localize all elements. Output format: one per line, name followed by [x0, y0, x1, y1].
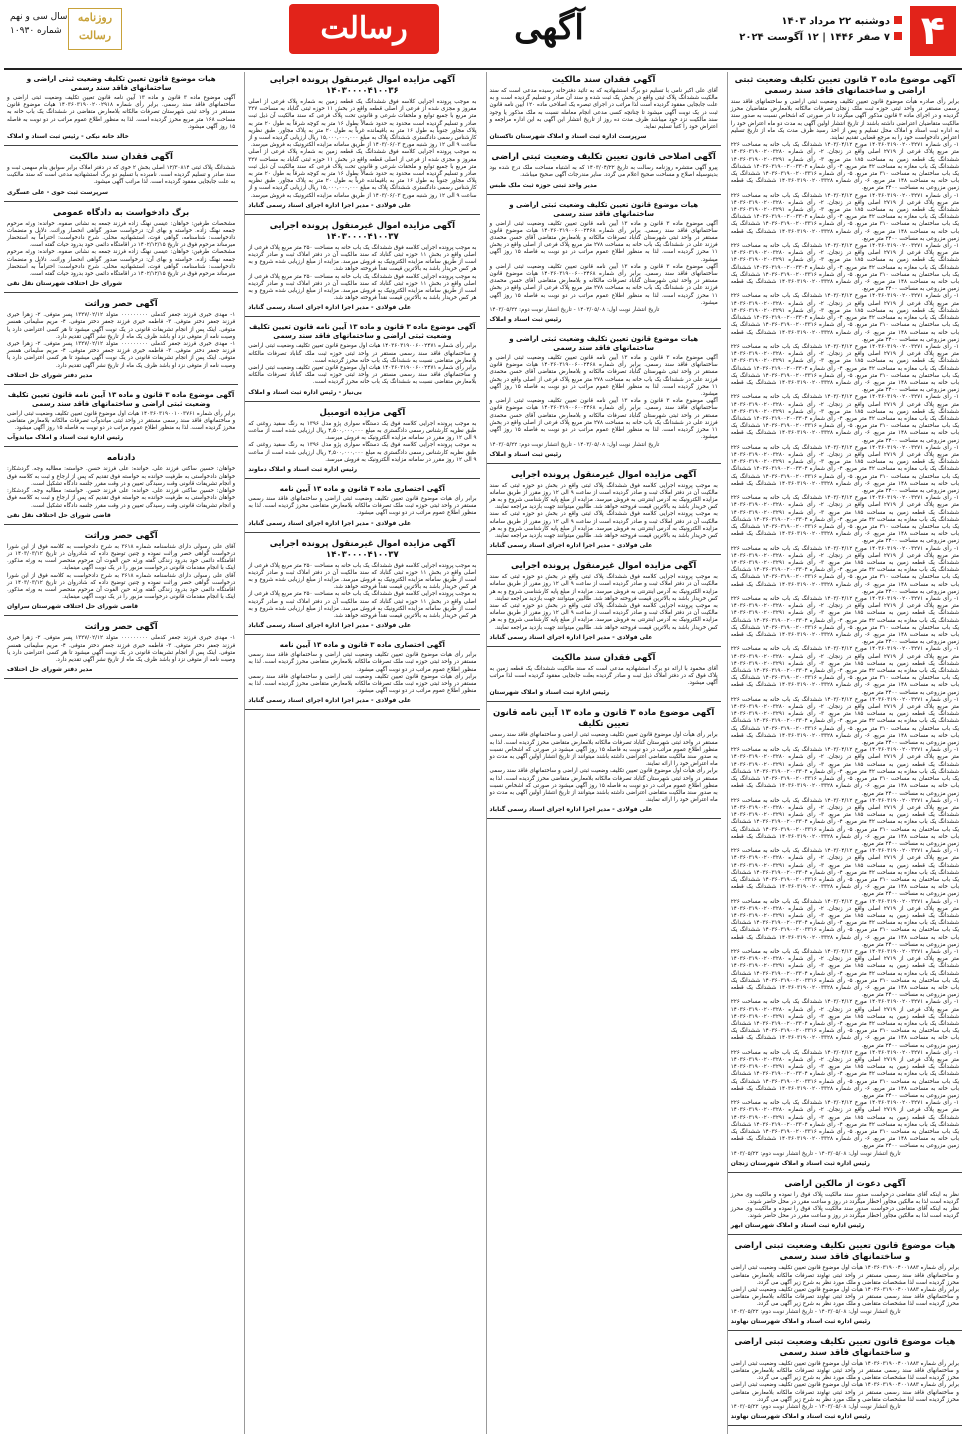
ad-body: آگهی موضوع ماده ۳ قانون و ماده ۱۳ آیین نامه قانون تعیین تکلیف وضعیت ثبتی اراضی و ساختمانهای فاقد سند رسمی. برابر رأی شماره ۱۴۰۳۶۰۳۱۹۰۰۶۰۰۲۴۶۸ هیات موضوع قانون مستقر در واحد ثبتی شهرستان گناباد تصرفات مالکانه و بلامعارض متقاضی آقای حسن محمدی فرزند علی در ششدانگ یک باب خانه به مساحت ۲۷۸ متر مربع پلاک فرعی از اصلی واقع در بخش ۱۱ محرز گردیده است. لذا به منظور اطلاع عموم مراتب در دو نوبت به فاصله ۱۵ روز آگهی میشود. [489, 398, 718, 441]
ad-dates: تاریخ انتشار نوبت اول: ۱۴۰۳/۰۵/۰۸ - تاریخ انتشار نوبت دوم: ۱۴۰۳/۰۵/۲۲ [730, 1150, 901, 1157]
ad-title: هیات موضوع قانون تعیین تکلیف وضعیت ثبتی اراضی و ساختمانهای فاقد سند رسمی [26, 75, 216, 92]
ad-body: به موجب پرونده اجرایی کلاسه فوق ششدانگ پلاک ثبتی واقع در بخش دو حوزه ثبتی که سند مالکیت آن در دفتر املاک ثبت و صادر گردیده است از ساعت ۹ الی ۱۲ روز مقرر از طریق سامانه مزایده الکترونیک به آدرس اینترنتی به فروش میرسد. مزایده از مبلغ پایه کارشناسی شروع و به هر کس خریدار باشد به بالاترین قیمت فروخته خواهد شد. طالبین میتوانند جهت بازدید مراجعه نمایند. [489, 511, 718, 539]
ad-body: نظر به اینکه آقای متقاضی درخواست صدور سند مالکیت پلاک فوق را نموده و مالکیت وی محرز گردیده است لذا به مالکین مجاور اخطار میگردد در روز و ساعت مقرر در محل حاضر شوند. [730, 1191, 959, 1205]
ad-signature: علی فولادی - مدیر اجرا اداره اجرای اسناد رسمی گناباد [248, 622, 412, 630]
ad-signature: علی فولادی - مدیر اجرا اداره اجرای اسناد رسمی گناباد [248, 304, 412, 312]
ad-title: آگهی مزایده اموال غیرمنقول پرونده اجرایی ۱۴۰۳۰۰۰۰۴۱۰۰۳۷ [269, 538, 456, 560]
ad-block [245, 638, 479, 710]
ad-list: ۱- رأی شماره ۱۴۰۳۶۰۳۱۹۰۰۲۰۰۳۲۷۱ مورخ ۱۴۰۳/۰۴/۱۲ ششدانگ یک باب خانه به مساحت ۲۲۶ متر مربع پلاک فرعی از ۲۷۱۹ اصلی واقع در زنجان. ۲- رأی شماره ۱۴۰۳۶۰۳۱۹۰۰۲۰۰۳۲۸۰ ششدانگ یک قطعه زمین به مساحت ۱۸۵ متر مربع. ۳- رأی شماره ۱۴۰۳۶۰۳۱۹۰۰۲۰۰۳۲۹۱ ششدانگ یک باب مغازه به مساحت ۴۲ متر مربع. ۴- رأی شماره ۱۴۰۳۶۰۳۱۹۰۰۲۰۰۳۳۰۴ ششدانگ یک باب ساختمان به مساحت ۳۱۰ متر مربع. ۵- رأی شماره ۱۴۰۳۶۰۳۱۹۰۰۲۰۰۳۳۱۶ ششدانگ یک باب خانه به مساحت ۱۴۸ متر مربع. ۶- رأی شماره ۱۴۰۳۶۰۳۱۹۰۰۲۰۰۳۳۲۸ ششدانگ یک قطعه زمین مزروعی به مساحت ۲۴۰۰ متر مربع. [730, 898, 960, 948]
ad-signature: علی فولادی - مدیر اجرا اداره اجرای اسناد رسمی گناباد [248, 201, 412, 209]
ad-title: آگهی موضوع ماده ۳ قانون و ماده ۱۳ آیین نامه قانون تعیین تکلیف [492, 708, 715, 730]
ad-title: آگهی حصر وراثت [84, 530, 158, 541]
ad-body: برابر رأی شماره ۱۴۰۳۶۰۳۱۹۰۰۶۰۰۲۴۷۱ هیات اول موضوع قانون تعیین تکلیف وضعیت ثبتی اراضی و ساختمانهای فاقد سند رسمی مستقر در واحد ثبتی حوزه ثبت ملک گناباد تصرفات مالکانه بلامعارض متقاضی نسبت به ششدانگ یک باب خانه محرز گردیده است. [248, 365, 477, 386]
ad-list: ۱- رأی شماره ۱۴۰۳۶۰۳۱۹۰۰۲۰۰۳۲۷۱ مورخ ۱۴۰۳/۰۴/۱۲ ششدانگ یک باب خانه به مساحت ۲۲۶ متر مربع پلاک فرعی از ۲۷۱۹ اصلی واقع در زنجان. ۲- رأی شماره ۱۴۰۳۶۰۳۱۹۰۰۲۰۰۳۲۸۰ ششدانگ یک قطعه زمین به مساحت ۱۸۵ متر مربع. ۳- رأی شماره ۱۴۰۳۶۰۳۱۹۰۰۲۰۰۳۲۹۱ ششدانگ یک باب مغازه به مساحت ۴۲ متر مربع. ۴- رأی شماره ۱۴۰۳۶۰۳۱۹۰۰۲۰۰۳۳۰۴ ششدانگ یک باب ساختمان به مساحت ۳۱۰ متر مربع. ۵- رأی شماره ۱۴۰۳۶۰۳۱۹۰۰۲۰۰۳۳۱۶ ششدانگ یک باب خانه به مساحت ۱۴۸ متر مربع. ۶- رأی شماره ۱۴۰۳۶۰۳۱۹۰۰۲۰۰۳۳۲۸ ششدانگ یک قطعه زمین مزروعی به مساحت ۲۴۰۰ متر مربع. [730, 192, 960, 242]
ad-signature: سرپرست ثبت خوی - علی عسگری [7, 188, 108, 196]
ad-title: آگهی فقدان سند مالکیت [551, 75, 656, 85]
ad-block [245, 72, 479, 215]
ad-list: ۱- رأی شماره ۱۴۰۳۶۰۳۱۹۰۰۲۰۰۳۲۷۱ مورخ ۱۴۰۳/۰۴/۱۲ ششدانگ یک باب خانه به مساحت ۲۲۶ متر مربع پلاک فرعی از ۲۷۱۹ اصلی واقع در زنجان. ۲- رأی شماره ۱۴۰۳۶۰۳۱۹۰۰۲۰۰۳۲۸۰ ششدانگ یک قطعه زمین به مساحت ۱۸۵ متر مربع. ۳- رأی شماره ۱۴۰۳۶۰۳۱۹۰۰۲۰۰۳۲۹۱ ششدانگ یک باب مغازه به مساحت ۴۲ متر مربع. ۴- رأی شماره ۱۴۰۳۶۰۳۱۹۰۰۲۰۰۳۳۰۴ ششدانگ یک باب ساختمان به مساحت ۳۱۰ متر مربع. ۵- رأی شماره ۱۴۰۳۶۰۳۱۹۰۰۲۰۰۳۳۱۶ ششدانگ یک باب خانه به مساحت ۱۴۸ متر مربع. ۶- رأی شماره ۱۴۰۳۶۰۳۱۹۰۰۲۰۰۳۳۲۸ ششدانگ یک قطعه زمین مزروعی به مساحت ۲۴۰۰ متر مربع. [730, 596, 960, 646]
ad-body: آگهی موضوع ماده ۳ قانون و ماده ۱۳ آیین نامه قانون تعیین تکلیف وضعیت ثبتی اراضی و ساختمانهای فاقد سند رسمی. برابر رأی شماره ۱۴۰۳۶۰۳۱۹۰۰۶۰۰۲۴۶۸ هیات موضوع قانون مستقر در واحد ثبتی شهرستان گناباد تصرفات مالکانه و بلامعارض متقاضی آقای حسن محمدی فرزند علی در ششدانگ یک باب خانه به مساحت ۲۷۸ متر مربع پلاک فرعی از اصلی واقع در بخش ۱۱ محرز گردیده است. لذا به منظور اطلاع عموم مراتب در دو نوبت به فاصله ۱۵ روز آگهی میشود. [489, 263, 718, 306]
ad-body: آگهی موضوع ماده ۳ قانون و ماده ۱۳ آیین نامه قانون تعیین تکلیف وضعیت ثبتی اراضی و ساختمانهای فاقد سند رسمی. برابر رأی شماره ۱۴۰۳۶۰۳۱۹۰۰۲۰۰۲۹۱۸ هیات موضوع قانون مستقر در واحد ثبتی شهرستان تصرفات مالکانه بلامعارض متقاضی در ششدانگ یک باب خانه به مساحت ۱۶۸ متر مربع محرز گردیده است. لذا به منظور اطلاع عموم مراتب در دو نوبت به فاصله ۱۵ روز آگهی میشود. [7, 95, 236, 130]
ad-signature: رئیس اداره ثبت اسناد و املاک دماوند [248, 465, 358, 473]
ad-title: آگهی موضوع ماده ۳ قانون تعیین تکلیف وضعیت ثبتی اراضی و ساختمانهای فاقد سند رسمی [734, 75, 956, 96]
ad-block [487, 705, 721, 819]
ad-title: هیات موضوع قانون تعیین تکلیف وضعیت ثبتی اراضی و ساختمانهای فاقد سند رسمی [509, 335, 699, 353]
ad-block [245, 218, 479, 318]
ad-signature: رئیس اداره ثبت اسناد و املاک میاندوآب [7, 434, 124, 442]
ad-title: آگهی مزایده اموال غیرمنقول پرونده اجرایی [510, 561, 697, 572]
ad-body: به موجب پرونده اجرایی کلاسه فوق یک دستگاه سواری پژو مدل ۱۳۹۶ به رنگ سفید روغنی که طبق نظریه کارشناس رسمی دادگستری به مبلغ ۴,۵۰۰,۰۰۰,۰۰۰ ریال ارزیابی شده است از ساعت ۹ الی ۱۲ روز مقرر در سامانه مزایده الکترونیک به فروش میرسد. [248, 420, 477, 442]
ad-title: آگهی موضوع ماده ۳ قانون و ماده ۱۳ آیین نامه قانون تعیین تکلیف وضعیت ثبتی اراضی و ساختمانهای فاقد سند رسمی [249, 323, 476, 341]
ad-list: ۱- رأی شماره ۱۴۰۳۶۰۳۱۹۰۰۲۰۰۳۲۷۱ مورخ ۱۴۰۳/۰۴/۱۲ ششدانگ یک باب خانه به مساحت ۲۲۶ متر مربع پلاک فرعی از ۲۷۱۹ اصلی واقع در زنجان. ۲- رأی شماره ۱۴۰۳۶۰۳۱۹۰۰۲۰۰۳۲۸۰ ششدانگ یک قطعه زمین به مساحت ۱۸۵ متر مربع. ۳- رأی شماره ۱۴۰۳۶۰۳۱۹۰۰۲۰۰۳۲۹۱ ششدانگ یک باب مغازه به مساحت ۴۲ متر مربع. ۴- رأی شماره ۱۴۰۳۶۰۳۱۹۰۰۲۰۰۳۳۰۴ ششدانگ یک باب ساختمان به مساحت ۳۱۰ متر مربع. ۵- رأی شماره ۱۴۰۳۶۰۳۱۹۰۰۲۰۰۳۳۱۶ ششدانگ یک باب خانه به مساحت ۱۴۸ متر مربع. ۶- رأی شماره ۱۴۰۳۶۰۳۱۹۰۰۲۰۰۳۳۲۸ ششدانگ یک قطعه زمین مزروعی به مساحت ۲۴۰۰ متر مربع. [730, 948, 960, 999]
ad-block [4, 205, 238, 294]
ad-list: ۱- رأی شماره ۱۴۰۳۶۰۳۱۹۰۰۲۰۰۳۲۷۱ مورخ ۱۴۰۳/۰۴/۱۲ ششدانگ یک باب خانه به مساحت ۲۲۶ متر مربع پلاک فرعی از ۲۷۱۹ اصلی واقع در زنجان. ۲- رأی شماره ۱۴۰۳۶۰۳۱۹۰۰۲۰۰۳۲۸۰ ششدانگ یک قطعه زمین به مساحت ۱۸۵ متر مربع. ۳- رأی شماره ۱۴۰۳۶۰۳۱۹۰۰۲۰۰۳۲۹۱ ششدانگ یک باب مغازه به مساحت ۴۲ متر مربع. ۴- رأی شماره ۱۴۰۳۶۰۳۱۹۰۰۲۰۰۳۳۰۴ ششدانگ یک باب ساختمان به مساحت ۳۱۰ متر مربع. ۵- رأی شماره ۱۴۰۳۶۰۳۱۹۰۰۲۰۰۳۳۱۶ ششدانگ یک باب خانه به مساحت ۱۴۸ متر مربع. ۶- رأی شماره ۱۴۰۳۶۰۳۱۹۰۰۲۰۰۳۳۲۸ ششدانگ یک قطعه زمین مزروعی به مساحت ۲۴۰۰ متر مربع. [730, 646, 960, 696]
ad-signature: مدیر واحد ثبتی حوزه ثبت ملک طبس [489, 181, 598, 189]
ad-block [4, 450, 238, 524]
ad-signature: رئیس ثبت اسناد و املاک [489, 316, 562, 324]
ad-body: مشخصات طرفین: خواهان: عیسی نهنگ زاده فرزند جمعه به نشانی صفوه. خوانده: ورثه مرحوم جمعه نهنگ زاده. خواسته و بهای آن: درخواست صدور گواهی انحصار وراثت. دلایل و منضمات دادخواست: شناسنامه، گواهی فوت، استشهادیه محلی. شرح دادخواست: احتراماً به استحضار میرساند مرحوم فوق در تاریخ ۱۴۰۲/۱۲/۱۵ در اقامتگاه دائمی خود بدرود حیات گفته است. [7, 249, 236, 278]
ad-list: ۱- رأی شماره ۱۴۰۳۶۰۳۱۹۰۰۲۰۰۳۲۷۱ مورخ ۱۴۰۳/۰۴/۱۲ ششدانگ یک باب خانه به مساحت ۲۲۶ متر مربع پلاک فرعی از ۲۷۱۹ اصلی واقع در زنجان. ۲- رأی شماره ۱۴۰۳۶۰۳۱۹۰۰۲۰۰۳۲۸۰ ششدانگ یک قطعه زمین به مساحت ۱۸۵ متر مربع. ۳- رأی شماره ۱۴۰۳۶۰۳۱۹۰۰۲۰۰۳۲۹۱ ششدانگ یک باب مغازه به مساحت ۴۲ متر مربع. ۴- رأی شماره ۱۴۰۳۶۰۳۱۹۰۰۲۰۰۳۳۰۴ ششدانگ یک باب ساختمان به مساحت ۳۱۰ متر مربع. ۵- رأی شماره ۱۴۰۳۶۰۳۱۹۰۰۲۰۰۳۳۱۶ ششدانگ یک باب خانه به مساحت ۱۴۸ متر مربع. ۶- رأی شماره ۱۴۰۳۶۰۳۱۹۰۰۲۰۰۳۳۲۸ ششدانگ یک قطعه زمین مزروعی به مساحت ۲۴۰۰ متر مربع. [730, 999, 960, 1049]
ad-signature: رئیس اداره ثبت اسناد و املاک شهرستان ابهر [730, 1222, 865, 1230]
ad-body: برابر رأی شماره ۱۴۰۳۶۰۳۱۹۰۰۴۰۰۱۸۸۳ هیأت اول موضوع قانون تعیین تکلیف وضعیت ثبتی اراضی و ساختمانهای فاقد سند رسمی مستقر در واحد ثبتی نهاوند تصرفات مالکانه بلامعارض متقاضی محرز گردیده است لذا مشخصات متقاضی و ملک مورد نظر به شرح زیر آگهی می گردد. [730, 1265, 959, 1286]
ad-block [4, 72, 238, 146]
ad-list: ۱- رأی شماره ۱۴۰۳۶۰۳۱۹۰۰۲۰۰۳۲۷۱ مورخ ۱۴۰۳/۰۴/۱۲ ششدانگ یک باب خانه به مساحت ۲۲۶ متر مربع پلاک فرعی از ۲۷۱۹ اصلی واقع در زنجان. ۲- رأی شماره ۱۴۰۳۶۰۳۱۹۰۰۲۰۰۳۲۸۰ ششدانگ یک قطعه زمین به مساحت ۱۸۵ متر مربع. ۳- رأی شماره ۱۴۰۳۶۰۳۱۹۰۰۲۰۰۳۲۹۱ ششدانگ یک باب مغازه به مساحت ۴۲ متر مربع. ۴- رأی شماره ۱۴۰۳۶۰۳۱۹۰۰۲۰۰۳۳۰۴ ششدانگ یک باب ساختمان به مساحت ۳۱۰ متر مربع. ۵- رأی شماره ۱۴۰۳۶۰۳۱۹۰۰۲۰۰۳۳۱۶ ششدانگ یک باب خانه به مساحت ۱۴۸ متر مربع. ۶- رأی شماره ۱۴۰۳۶۰۳۱۹۰۰۲۰۰۳۳۲۸ ششدانگ یک قطعه زمین مزروعی به مساحت ۲۴۰۰ متر مربع. [730, 343, 960, 394]
ad-body: برابر رأی شماره ۱۴۰۳۶۰۳۱۹۰۰۱۰۰۳۷۶۱ هیات اول موضوع قانون تعیین تکلیف وضعیت ثبتی اراضی و ساختمانهای فاقد سند رسمی مستقر در واحد ثبتی میاندوآب تصرفات مالکانه بلامعارض متقاضی محرز گردیده است. لذا به منظور اطلاع عموم مراتب در دو نوبت به فاصله ۱۵ روز آگهی میشود. [7, 410, 236, 432]
ad-dates: تاریخ انتشار نوبت اول: ۱۴۰۳/۰۵/۰۸ - تاریخ انتشار نوبت دوم: ۱۴۰۳/۰۵/۲۲ [489, 307, 660, 314]
ad-body: آگهی موضوع ماده ۳ قانون و ماده ۱۳ آیین نامه قانون تعیین تکلیف وضعیت ثبتی اراضی و ساختمانهای فاقد سند رسمی. برابر رأی شماره ۱۴۰۳۶۰۳۱۹۰۰۶۰۰۲۴۶۸ هیات موضوع قانون مستقر در واحد ثبتی شهرستان گناباد تصرفات مالکانه و بلامعارض متقاضی آقای حسن محمدی فرزند علی در ششدانگ یک باب خانه به مساحت ۲۷۸ متر مربع پلاک فرعی از اصلی واقع در بخش ۱۱ محرز گردیده است. لذا به منظور اطلاع عموم مراتب در دو نوبت به فاصله ۱۵ روز آگهی میشود. [489, 355, 718, 398]
ad-block [487, 198, 721, 329]
ad-body: به موجب پرونده اجرایی کلاسه فوق ششدانگ پلاک ثبتی واقع در بخش دو حوزه ثبتی که سند مالکیت آن در دفتر املاک ثبت و صادر گردیده است از ساعت ۹ الی ۱۲ روز مقرر از طریق سامانه مزایده الکترونیک به آدرس اینترنتی به فروش میرسد. مزایده از مبلغ پایه کارشناسی شروع و به هر کس خریدار باشد به بالاترین قیمت فروخته خواهد شد. طالبین میتوانند جهت بازدید مراجعه نمایند. [489, 602, 718, 631]
ad-block [4, 388, 238, 448]
ad-signature: علی فولادی - مدیر اجرا اداره اجرای اسناد رسمی گناباد [248, 519, 412, 527]
ad-list: ۱- رأی شماره ۱۴۰۳۶۰۳۱۹۰۰۲۰۰۳۲۷۱ مورخ ۱۴۰۳/۰۴/۱۲ ششدانگ یک باب خانه به مساحت ۲۲۶ متر مربع پلاک فرعی از ۲۷۱۹ اصلی واقع در زنجان. ۲- رأی شماره ۱۴۰۳۶۰۳۱۹۰۰۲۰۰۳۲۸۰ ششدانگ یک قطعه زمین به مساحت ۱۸۵ متر مربع. ۳- رأی شماره ۱۴۰۳۶۰۳۱۹۰۰۲۰۰۳۲۹۱ ششدانگ یک باب مغازه به مساحت ۴۲ متر مربع. ۴- رأی شماره ۱۴۰۳۶۰۳۱۹۰۰۲۰۰۳۳۰۴ ششدانگ یک باب ساختمان به مساحت ۳۱۰ متر مربع. ۵- رأی شماره ۱۴۰۳۶۰۳۱۹۰۰۲۰۰۳۳۱۶ ششدانگ یک باب خانه به مساحت ۱۴۸ متر مربع. ۶- رأی شماره ۱۴۰۳۶۰۳۱۹۰۰۲۰۰۳۳۲۸ ششدانگ یک قطعه زمین مزروعی به مساحت ۲۴۰۰ متر مربع. [730, 293, 960, 343]
ad-body: به موجب پرونده اجرایی کلاسه فوق ششدانگ یک قطعه زمین به شماره پلاک فرعی از اصلی مفروز و مجزی شده از فرعی از اصلی قطعه واقع در بخش ۱۱ حوزه ثبتی گناباد به مساحت ۳۲۷ متر مربع با جمیع توابع و ملحقات شرعی و قانونی تحت پلاک فرعی که سند مالکیت آن ذیل ثبت صادر و تسلیم گردیده است محدود به حدود شمالاً بطول ۱۶ متر به کوچه شرقاً به طول ۲۰ متر به پلاک مجاور جنوباً به طول ۱۶ متر به باقیمانده غرباً به طول ۲۰ متر به پلاک مجاور. طبق نظریه کارشناس رسمی دادگستری ششدانگ پلاک به مبلغ ۱۵,۰۰۰,۰۰۰,۰۰۰ ریال ارزیابی گردیده است و از ساعت ۹ الی ۱۲ روز شنبه مورخ ۱۴۰۳/۰۶/۰۳ از طریق سامانه مزایده الکترونیک به فروش میرسد. [248, 149, 477, 199]
ad-body: برابر رأی صادره هیأت موضوع قانون تعیین تکلیف وضعیت ثبتی اراضی و ساختمانهای فاقد سند رسمی مستقر در واحد ثبتی حوزه ثبت ملک زنجان تصرفات مالکانه بلامعارض متقاضیان محرز گردیده و در اجرای ماده ۳ قانون مذکور آگهی میگردد تا در صورتی که اشخاص نسبت به صدور سند مالکیت متقاضیان اعتراضی داشته باشند از تاریخ انتشار اولین آگهی به مدت دو ماه اعتراض خود را به اداره ثبت اسناد و املاک محل تسلیم و پس از اخذ رسید ظرف مدت یک ماه از تاریخ تسلیم اعتراض دادخواست خود را به مرجع قضایی تقدیم نمایند. [730, 99, 959, 142]
ad-body: ۱- مهدی خیری فرزند جعفر کدملی ۰۰۰۰۰۰۰۰۰ متولد ۱۳۲۷/۰۲/۱۲ پسر متوفی. ۲- زهرا خیری فرزند جعفر دختر متوفی. ۳- فاطمه خیری فرزند جعفر دختر متوفی. ۴- مریم سلیمانی همسر متوفی. اینک پس از انجام تشریفات قانونی در یک نوبت آگهی میشود تا هر کسی اعتراضی دارد یا وصیت نامه از متوفی نزد او باشد ظرف یک ماه از تاریخ نشر آگهی تقدیم دارد. [7, 341, 236, 369]
ad-block [4, 296, 238, 385]
ad-block [4, 528, 238, 617]
page-header [4, 0, 962, 70]
ad-block [728, 72, 962, 1173]
ad-block [728, 1238, 962, 1330]
bullet-square-icon [894, 16, 902, 24]
ad-body: پیرو آگهی منتشره روزنامه رسالت به تاریخ ۱۴۰۳/۰۴/۲۲ که به اشتباه مساحت ملک درج شده بود بدینوسیله اصلاح و مساحت صحیح اعلام می گردد. سایر مندرجات آگهی صحیح میباشد. [489, 165, 718, 179]
ad-block [487, 149, 721, 194]
ad-body: به موجب پرونده اجرایی کلاسه فوق ششدانگ یک باب خانه به مساحت ۲۵۰ متر مربع پلاک فرعی از اصلی واقع در بخش ۱۱ حوزه ثبتی گناباد که سند مالکیت آن در دفتر املاک ثبت و صادر گردیده است از طریق سامانه مزایده الکترونیک به فروش میرسد. مزایده از مبلغ ارزیابی شده شروع و به هر کس خریدار باشد به بالاترین قیمت نقداً فروخته خواهد شد. [248, 562, 477, 591]
date-block [739, 14, 902, 46]
column-3 [244, 72, 479, 1434]
ad-body: برابر رأی شماره ۱۴۰۳۶۰۳۱۹۰۰۴۰۰۱۸۸۳ هیأت اول موضوع قانون تعیین تکلیف وضعیت ثبتی اراضی و ساختمانهای فاقد سند رسمی مستقر در واحد ثبتی نهاوند تصرفات مالکانه بلامعارض متقاضی محرز گردیده است لذا مشخصات متقاضی و ملک مورد نظر به شرح زیر آگهی می گردد. [730, 1287, 959, 1308]
ad-body: به موجب پرونده اجرایی کلاسه فوق ششدانگ یک باب خانه به مساحت ۲۵۰ متر مربع پلاک فرعی از اصلی واقع در بخش ۱۱ حوزه ثبتی گناباد که سند مالکیت آن در دفتر املاک ثبت و صادر گردیده است از طریق سامانه مزایده الکترونیک به فروش میرسد. مزایده از مبلغ ارزیابی شده شروع و به هر کس خریدار باشد به بالاترین قیمت نقداً فروخته خواهد شد. [248, 273, 477, 302]
ad-block [728, 1176, 962, 1236]
date-line-2: ۷ صفر ۱۴۴۶ | ۱۲ آگوست ۲۰۲۴ [739, 30, 902, 46]
ad-signature: مدیر دفتر شورای حل اختلاف [7, 666, 93, 674]
ad-body: برابر رأی شماره ۱۴۰۳۶۰۳۱۹۰۰۴۰۰۱۸۸۳ هیأت اول موضوع قانون تعیین تکلیف وضعیت ثبتی اراضی و ساختمانهای فاقد سند رسمی مستقر در واحد ثبتی نهاوند تصرفات مالکانه بلامعارض متقاضی محرز گردیده است لذا مشخصات متقاضی و ملک مورد نظر به شرح زیر آگهی می گردد. [730, 1360, 959, 1382]
ad-list: ۱- رأی شماره ۱۴۰۳۶۰۳۱۹۰۰۲۰۰۳۲۷۱ مورخ ۱۴۰۳/۰۴/۱۲ ششدانگ یک باب خانه به مساحت ۲۲۶ متر مربع پلاک فرعی از ۲۷۱۹ اصلی واقع در زنجان. ۲- رأی شماره ۱۴۰۳۶۰۳۱۹۰۰۲۰۰۳۲۸۰ ششدانگ یک قطعه زمین به مساحت ۱۸۵ متر مربع. ۳- رأی شماره ۱۴۰۳۶۰۳۱۹۰۰۲۰۰۳۲۹۱ ششدانگ یک باب مغازه به مساحت ۴۲ متر مربع. ۴- رأی شماره ۱۴۰۳۶۰۳۱۹۰۰۲۰۰۳۳۰۴ ششدانگ یک باب ساختمان به مساحت ۳۱۰ متر مربع. ۵- رأی شماره ۱۴۰۳۶۰۳۱۹۰۰۲۰۰۳۳۱۶ ششدانگ یک باب خانه به مساحت ۱۴۸ متر مربع. ۶- رأی شماره ۱۴۰۳۶۰۳۱۹۰۰۲۰۰۳۳۲۸ ششدانگ یک قطعه زمین مزروعی به مساحت ۲۴۰۰ متر مربع. [730, 747, 960, 797]
ad-signature: رئیس ثبت اسناد و املاک [489, 450, 562, 458]
ad-block [245, 482, 479, 533]
ad-body: به موجب پرونده اجرایی کلاسه فوق یک دستگاه سواری پژو مدل ۱۳۹۶ به رنگ سفید روغنی که طبق نظریه کارشناس رسمی دادگستری به مبلغ ۴,۵۰۰,۰۰۰,۰۰۰ ریال ارزیابی شده است از ساعت ۹ الی ۱۲ روز مقرر در سامانه مزایده الکترونیک به فروش میرسد. [248, 442, 477, 463]
ad-body: برابر رأی هیات موضوع قانون تعیین تکلیف وضعیت ثبتی اراضی و ساختمانهای فاقد سند رسمی مستقر در واحد ثبتی حوزه ثبت ملک تصرفات مالکانه بلامعارض متقاضی محرز گردیده است. لذا به منظور اطلاع عموم مراتب در دو نوبت آگهی میشود. [248, 652, 477, 673]
ad-block [728, 1334, 962, 1426]
ad-signature: مدیر دفتر شورای حل اختلاف [7, 371, 93, 379]
ad-block [487, 332, 721, 463]
ad-body: برابر رأی شماره ۱۴۰۳۶۰۳۱۹۰۰۶۰۰۲۴۷۱ هیات اول موضوع قانون تعیین تکلیف وضعیت ثبتی اراضی و ساختمانهای فاقد سند رسمی مستقر در واحد ثبتی حوزه ثبت ملک گناباد تصرفات مالکانه بلامعارض متقاضی نسبت به ششدانگ یک باب خانه محرز گردیده است. [248, 343, 477, 364]
ad-title: برگ دادخواست به دادگاه عمومی [53, 207, 190, 218]
ad-list: ۱- رأی شماره ۱۴۰۳۶۰۳۱۹۰۰۲۰۰۳۲۷۱ مورخ ۱۴۰۳/۰۴/۱۲ ششدانگ یک باب خانه به مساحت ۲۲۶ متر مربع پلاک فرعی از ۲۷۱۹ اصلی واقع در زنجان. ۲- رأی شماره ۱۴۰۳۶۰۳۱۹۰۰۲۰۰۳۲۸۰ ششدانگ یک قطعه زمین به مساحت ۱۸۵ متر مربع. ۳- رأی شماره ۱۴۰۳۶۰۳۱۹۰۰۲۰۰۳۲۹۱ ششدانگ یک باب مغازه به مساحت ۴۲ متر مربع. ۴- رأی شماره ۱۴۰۳۶۰۳۱۹۰۰۲۰۰۳۳۰۴ ششدانگ یک باب ساختمان به مساحت ۳۱۰ متر مربع. ۵- رأی شماره ۱۴۰۳۶۰۳۱۹۰۰۲۰۰۳۳۱۶ ششدانگ یک باب خانه به مساحت ۱۴۸ متر مربع. ۶- رأی شماره ۱۴۰۳۶۰۳۱۹۰۰۲۰۰۳۳۲۸ ششدانگ یک قطعه زمین مزروعی به مساحت ۲۴۰۰ متر مربع. [730, 444, 960, 494]
ad-block [245, 320, 479, 401]
column-2 [486, 72, 721, 1434]
ad-dates: تاریخ انتشار نوبت اول: ۱۴۰۳/۰۵/۰۸ - تاریخ انتشار نوبت دوم: ۱۴۰۳/۰۵/۲۲ [730, 1308, 901, 1315]
ad-list: ۱- رأی شماره ۱۴۰۳۶۰۳۱۹۰۰۲۰۰۳۲۷۱ مورخ ۱۴۰۳/۰۴/۱۲ ششدانگ یک باب خانه به مساحت ۲۲۶ متر مربع پلاک فرعی از ۲۷۱۹ اصلی واقع در زنجان. ۲- رأی شماره ۱۴۰۳۶۰۳۱۹۰۰۲۰۰۳۲۸۰ ششدانگ یک قطعه زمین به مساحت ۱۸۵ متر مربع. ۳- رأی شماره ۱۴۰۳۶۰۳۱۹۰۰۲۰۰۳۲۹۱ ششدانگ یک باب مغازه به مساحت ۴۲ متر مربع. ۴- رأی شماره ۱۴۰۳۶۰۳۱۹۰۰۲۰۰۳۳۰۴ ششدانگ یک باب ساختمان به مساحت ۳۱۰ متر مربع. ۵- رأی شماره ۱۴۰۳۶۰۳۱۹۰۰۲۰۰۳۳۱۶ ششدانگ یک باب خانه به مساحت ۱۴۸ متر مربع. ۶- رأی شماره ۱۴۰۳۶۰۳۱۹۰۰۲۰۰۳۳۲۸ ششدانگ یک قطعه زمین مزروعی به مساحت ۲۴۰۰ متر مربع. [730, 243, 960, 293]
ad-block [487, 467, 721, 556]
ad-body: نظر به اینکه آقای متقاضی درخواست صدور سند مالکیت پلاک فوق را نموده و مالکیت وی محرز گردیده است لذا به مالکین مجاور اخطار میگردد در روز و ساعت مقرر در محل حاضر شوند. [730, 1206, 959, 1220]
ad-title: آگهی مزایده اموال غیرمنقول پرونده اجرایی ۱۴۰۳۰۰۰۰۴۱۰۰۳۶ [269, 75, 456, 96]
ad-list: ۱- رأی شماره ۱۴۰۳۶۰۳۱۹۰۰۲۰۰۳۲۷۱ مورخ ۱۴۰۳/۰۴/۱۲ ششدانگ یک باب خانه به مساحت ۲۲۶ متر مربع پلاک فرعی از ۲۷۱۹ اصلی واقع در زنجان. ۲- رأی شماره ۱۴۰۳۶۰۳۱۹۰۰۲۰۰۳۲۸۰ ششدانگ یک قطعه زمین به مساحت ۱۸۵ متر مربع. ۳- رأی شماره ۱۴۰۳۶۰۳۱۹۰۰۲۰۰۳۲۹۱ ششدانگ یک باب مغازه به مساحت ۴۲ متر مربع. ۴- رأی شماره ۱۴۰۳۶۰۳۱۹۰۰۲۰۰۳۳۰۴ ششدانگ یک باب ساختمان به مساحت ۳۱۰ متر مربع. ۵- رأی شماره ۱۴۰۳۶۰۳۱۹۰۰۲۰۰۳۳۱۶ ششدانگ یک باب خانه به مساحت ۱۴۸ متر مربع. ۶- رأی شماره ۱۴۰۳۶۰۳۱۹۰۰۲۰۰۳۳۲۸ ششدانگ یک قطعه زمین مزروعی به مساحت ۲۴۰۰ متر مربع. [730, 848, 960, 898]
ad-title: دادنامه [106, 453, 136, 464]
ad-body: خواهان: حسین ساکنی فرزند علی. خوانده: علی فرزند حسن. خواسته: مطالبه وجه. گردشکار: خواهان دادخواستی به طرفیت خوانده به خواسته فوق تقدیم که پس از ارجاع و ثبت به کلاسه فوق و انجام تشریفات قانونی وقت رسیدگی تعیین و در وقت مقرر جلسه دادگاه تشکیل است. [7, 466, 236, 487]
ad-body: به موجب پرونده اجرایی کلاسه فوق ششدانگ پلاک ثبتی واقع در بخش دو حوزه ثبتی که سند مالکیت آن در دفتر املاک ثبت و صادر گردیده است از ساعت ۹ الی ۱۲ روز مقرر از طریق سامانه مزایده الکترونیک به آدرس اینترنتی به فروش میرسد. مزایده از مبلغ پایه کارشناسی شروع و به هر کس خریدار باشد به بالاترین قیمت فروخته خواهد شد. طالبین میتوانند جهت بازدید مراجعه نمایند. [489, 574, 718, 602]
ad-body: مشخصات طرفین: خواهان: عیسی نهنگ زاده فرزند جمعه به نشانی صفوه. خوانده: ورثه مرحوم جمعه نهنگ زاده. خواسته و بهای آن: درخواست صدور گواهی انحصار وراثت. دلایل و منضمات دادخواست: شناسنامه، گواهی فوت، استشهادیه محلی. شرح دادخواست: احتراماً به استحضار میرساند مرحوم فوق در تاریخ ۱۴۰۲/۱۲/۱۵ در اقامتگاه دائمی خود بدرود حیات گفته است. [7, 220, 236, 249]
ad-body: برابر رأی هیات موضوع قانون تعیین تکلیف وضعیت ثبتی اراضی و ساختمانهای فاقد سند رسمی مستقر در واحد ثبتی حوزه ثبت ملک تصرفات مالکانه بلامعارض متقاضی محرز گردیده است. لذا به منظور اطلاع عموم مراتب در دو نوبت آگهی میشود. [248, 495, 477, 517]
columns [4, 72, 962, 1434]
ad-list: ۱- رأی شماره ۱۴۰۳۶۰۳۱۹۰۰۲۰۰۳۲۷۱ مورخ ۱۴۰۳/۰۴/۱۲ ششدانگ یک باب خانه به مساحت ۲۲۶ متر مربع پلاک فرعی از ۲۷۱۹ اصلی واقع در زنجان. ۲- رأی شماره ۱۴۰۳۶۰۳۱۹۰۰۲۰۰۳۲۸۰ ششدانگ یک قطعه زمین به مساحت ۱۸۵ متر مربع. ۳- رأی شماره ۱۴۰۳۶۰۳۱۹۰۰۲۰۰۳۲۹۱ ششدانگ یک باب مغازه به مساحت ۴۲ متر مربع. ۴- رأی شماره ۱۴۰۳۶۰۳۱۹۰۰۲۰۰۳۳۰۴ ششدانگ یک باب ساختمان به مساحت ۳۱۰ متر مربع. ۵- رأی شماره ۱۴۰۳۶۰۳۱۹۰۰۲۰۰۳۳۱۶ ششدانگ یک باب خانه به مساحت ۱۴۸ متر مربع. ۶- رأی شماره ۱۴۰۳۶۰۳۱۹۰۰۲۰۰۳۳۲۸ ششدانگ یک قطعه زمین مزروعی به مساحت ۲۴۰۰ متر مربع. [730, 1049, 960, 1100]
ad-signature: سرپرست اداره ثبت اسناد و املاک شهرستان تاکستان [489, 133, 647, 141]
ad-body: به موجب پرونده اجرایی کلاسه فوق ششدانگ پلاک ثبتی واقع در بخش دو حوزه ثبتی که سند مالکیت آن در دفتر املاک ثبت و صادر گردیده است از ساعت ۹ الی ۱۲ روز مقرر از طریق سامانه مزایده الکترونیک به آدرس اینترنتی به فروش میرسد. مزایده از مبلغ پایه کارشناسی شروع و به هر کس خریدار باشد به بالاترین قیمت فروخته خواهد شد. طالبین میتوانند جهت بازدید مراجعه نمایند. [489, 482, 718, 511]
ad-list: ۱- رأی شماره ۱۴۰۳۶۰۳۱۹۰۰۲۰۰۳۲۷۱ مورخ ۱۴۰۳/۰۴/۱۲ ششدانگ یک باب خانه به مساحت ۲۲۶ متر مربع پلاک فرعی از ۲۷۱۹ اصلی واقع در زنجان. ۲- رأی شماره ۱۴۰۳۶۰۳۱۹۰۰۲۰۰۳۲۸۰ ششدانگ یک قطعه زمین به مساحت ۱۸۵ متر مربع. ۳- رأی شماره ۱۴۰۳۶۰۳۱۹۰۰۲۰۰۳۲۹۱ ششدانگ یک باب مغازه به مساحت ۴۲ متر مربع. ۴- رأی شماره ۱۴۰۳۶۰۳۱۹۰۰۲۰۰۳۳۰۴ ششدانگ یک باب ساختمان به مساحت ۳۱۰ متر مربع. ۵- رأی شماره ۱۴۰۳۶۰۳۱۹۰۰۲۰۰۳۳۱۶ ششدانگ یک باب خانه به مساحت ۱۴۸ متر مربع. ۶- رأی شماره ۱۴۰۳۶۰۳۱۹۰۰۲۰۰۳۳۲۸ ششدانگ یک قطعه زمین مزروعی به مساحت ۲۴۰۰ متر مربع. [730, 797, 960, 847]
ad-title: آگهی اصلاحی قانون تعیین تکلیف وضعیت ثبتی اراضی [491, 152, 716, 163]
ad-body: به موجب پرونده اجرایی کلاسه فوق ششدانگ یک قطعه زمین به شماره پلاک فرعی از اصلی مفروز و مجزی شده از فرعی از اصلی قطعه واقع در بخش ۱۱ حوزه ثبتی گناباد به مساحت ۳۲۷ متر مربع با جمیع توابع و ملحقات شرعی و قانونی تحت پلاک فرعی که سند مالکیت آن ذیل ثبت صادر و تسلیم گردیده است محدود به حدود شمالاً بطول ۱۶ متر به کوچه شرقاً به طول ۲۰ متر به پلاک مجاور جنوباً به طول ۱۶ متر به باقیمانده غرباً به طول ۲۰ متر به پلاک مجاور. طبق نظریه کارشناس رسمی دادگستری ششدانگ پلاک به مبلغ ۱۵,۰۰۰,۰۰۰,۰۰۰ ریال ارزیابی گردیده است و از ساعت ۹ الی ۱۲ روز شنبه مورخ ۱۴۰۳/۰۶/۰۳ از طریق سامانه مزایده الکترونیک به فروش میرسد. [248, 99, 477, 149]
ad-signature: شورای حل اختلاف شهرستان نقل نقی [7, 280, 123, 288]
ad-body: به موجب پرونده اجرایی کلاسه فوق ششدانگ یک باب خانه به مساحت ۲۵۰ متر مربع پلاک فرعی از اصلی واقع در بخش ۱۱ حوزه ثبتی گناباد که سند مالکیت آن در دفتر املاک ثبت و صادر گردیده است از طریق سامانه مزایده الکترونیک به فروش میرسد. مزایده از مبلغ ارزیابی شده شروع و به هر کس خریدار باشد به بالاترین قیمت نقداً فروخته خواهد شد. [248, 591, 477, 619]
ad-body: برابر رأی شماره ۱۴۰۳۶۰۳۱۹۰۰۴۰۰۱۸۸۳ هیأت اول موضوع قانون تعیین تکلیف وضعیت ثبتی اراضی و ساختمانهای فاقد سند رسمی مستقر در واحد ثبتی نهاوند تصرفات مالکانه بلامعارض متقاضی محرز گردیده است لذا مشخصات متقاضی و ملک مورد نظر به شرح زیر آگهی می گردد. [730, 1382, 959, 1403]
ad-title: هیات موضوع قانون تعیین تکلیف وضعیت ثبتی اراضی و ساختمانهای فاقد سند رسمی [734, 1336, 956, 1358]
column-1 [727, 72, 962, 1434]
ad-signature: رئیس اداره ثبت اسناد و املاک شهرستان [489, 689, 610, 697]
ad-signature: رئیس اداره ثبت اسناد و املاک شهرستان نهاوند [730, 1412, 871, 1420]
ad-signature: رئیس اداره ثبت اسناد و املاک شهرستان زنجان [730, 1159, 870, 1167]
ad-title: هیات موضوع قانون تعیین تکلیف وضعیت ثبتی اراضی و ساختمانهای فاقد سند رسمی [734, 1241, 956, 1263]
issue-number: شماره ۱۰۹۳۰ [10, 26, 62, 36]
volume-text: سال سی و نهم [10, 12, 68, 22]
ad-title: آگهی اختصاری ماده ۳ قانون و ماده ۱۳ آیین نامه [279, 641, 445, 650]
ad-list: ۱- رأی شماره ۱۴۰۳۶۰۳۱۹۰۰۲۰۰۳۲۷۱ مورخ ۱۴۰۳/۰۴/۱۲ ششدانگ یک باب خانه به مساحت ۲۲۶ متر مربع پلاک فرعی از ۲۷۱۹ اصلی واقع در زنجان. ۲- رأی شماره ۱۴۰۳۶۰۳۱۹۰۰۲۰۰۳۲۸۰ ششدانگ یک قطعه زمین به مساحت ۱۸۵ متر مربع. ۳- رأی شماره ۱۴۰۳۶۰۳۱۹۰۰۲۰۰۳۲۹۱ ششدانگ یک باب مغازه به مساحت ۴۲ متر مربع. ۴- رأی شماره ۱۴۰۳۶۰۳۱۹۰۰۲۰۰۳۳۰۴ ششدانگ یک باب ساختمان به مساحت ۳۱۰ متر مربع. ۵- رأی شماره ۱۴۰۳۶۰۳۱۹۰۰۲۰۰۳۳۱۶ ششدانگ یک باب خانه به مساحت ۱۴۸ متر مربع. ۶- رأی شماره ۱۴۰۳۶۰۳۱۹۰۰۲۰۰۳۳۲۸ ششدانگ یک قطعه زمین مزروعی به مساحت ۲۴۰۰ متر مربع. [730, 394, 960, 444]
ad-list: ۱- رأی شماره ۱۴۰۳۶۰۳۱۹۰۰۲۰۰۳۲۷۱ مورخ ۱۴۰۳/۰۴/۱۲ ششدانگ یک باب خانه به مساحت ۲۲۶ متر مربع پلاک فرعی از ۲۷۱۹ اصلی واقع در زنجان. ۲- رأی شماره ۱۴۰۳۶۰۳۱۹۰۰۲۰۰۳۲۸۰ ششدانگ یک قطعه زمین به مساحت ۱۸۵ متر مربع. ۳- رأی شماره ۱۴۰۳۶۰۳۱۹۰۰۲۰۰۳۲۹۱ ششدانگ یک باب مغازه به مساحت ۴۲ متر مربع. ۴- رأی شماره ۱۴۰۳۶۰۳۱۹۰۰۲۰۰۳۳۰۴ ششدانگ یک باب ساختمان به مساحت ۳۱۰ متر مربع. ۵- رأی شماره ۱۴۰۳۶۰۳۱۹۰۰۲۰۰۳۳۱۶ ششدانگ یک باب خانه به مساحت ۱۴۸ متر مربع. ۶- رأی شماره ۱۴۰۳۶۰۳۱۹۰۰۲۰۰۳۳۲۸ ششدانگ یک قطعه زمین مزروعی به مساحت ۲۴۰۰ متر مربع. [730, 1100, 960, 1150]
ad-list: ۱- رأی شماره ۱۴۰۳۶۰۳۱۹۰۰۲۰۰۳۲۷۱ مورخ ۱۴۰۳/۰۴/۱۲ ششدانگ یک باب خانه به مساحت ۲۲۶ متر مربع پلاک فرعی از ۲۷۱۹ اصلی واقع در زنجان. ۲- رأی شماره ۱۴۰۳۶۰۳۱۹۰۰۲۰۰۳۲۸۰ ششدانگ یک قطعه زمین به مساحت ۱۸۵ متر مربع. ۳- رأی شماره ۱۴۰۳۶۰۳۱۹۰۰۲۰۰۳۲۹۱ ششدانگ یک باب مغازه به مساحت ۴۲ متر مربع. ۴- رأی شماره ۱۴۰۳۶۰۳۱۹۰۰۲۰۰۳۳۰۴ ششدانگ یک باب ساختمان به مساحت ۳۱۰ متر مربع. ۵- رأی شماره ۱۴۰۳۶۰۳۱۹۰۰۲۰۰۳۳۱۶ ششدانگ یک باب خانه به مساحت ۱۴۸ متر مربع. ۶- رأی شماره ۱۴۰۳۶۰۳۱۹۰۰۲۰۰۳۳۲۸ ششدانگ یک قطعه زمین مزروعی به مساحت ۲۴۰۰ متر مربع. [730, 142, 960, 192]
newspaper-logo: رسالت [289, 4, 439, 54]
ad-body: برابر رأی هیأت اول موضوع قانون تعیین تکلیف وضعیت ثبتی اراضی و ساختمانهای فاقد سند رسمی مستقر در واحد ثبتی شهرستان گناباد تصرفات مالکانه بلامعارض متقاضی محرز گردیده است. لذا به منظور اطلاع عموم مراتب در دو نوبت به فاصله ۱۵ روز آگهی میشود در صورتی که اشخاص نسبت به صدور سند مالکیت متقاضی اعتراضی داشته باشند میتوانند از تاریخ انتشار اولین آگهی به مدت دو ماه اعتراض خود را ارائه نمایند. [489, 768, 718, 804]
ad-title: آگهی مزایده اموال غیرمنقول پرونده اجرایی [510, 469, 697, 480]
section-title: آگهی [514, 8, 584, 48]
ad-signature: علی فولادی - مدیر اجرا اداره اجرای اسناد رسمی گناباد [248, 697, 412, 705]
ad-list: ۱- رأی شماره ۱۴۰۳۶۰۳۱۹۰۰۲۰۰۳۲۷۱ مورخ ۱۴۰۳/۰۴/۱۲ ششدانگ یک باب خانه به مساحت ۲۲۶ متر مربع پلاک فرعی از ۲۷۱۹ اصلی واقع در زنجان. ۲- رأی شماره ۱۴۰۳۶۰۳۱۹۰۰۲۰۰۳۲۸۰ ششدانگ یک قطعه زمین به مساحت ۱۸۵ متر مربع. ۳- رأی شماره ۱۴۰۳۶۰۳۱۹۰۰۲۰۰۳۲۹۱ ششدانگ یک باب مغازه به مساحت ۴۲ متر مربع. ۴- رأی شماره ۱۴۰۳۶۰۳۱۹۰۰۲۰۰۳۳۰۴ ششدانگ یک باب ساختمان به مساحت ۳۱۰ متر مربع. ۵- رأی شماره ۱۴۰۳۶۰۳۱۹۰۰۲۰۰۳۳۱۶ ششدانگ یک باب خانه به مساحت ۱۴۸ متر مربع. ۶- رأی شماره ۱۴۰۳۶۰۳۱۹۰۰۲۰۰۳۳۲۸ ششدانگ یک قطعه زمین مزروعی به مساحت ۲۴۰۰ متر مربع. [730, 545, 960, 595]
ad-title: آگهی حصر وراثت [84, 299, 158, 310]
ad-title: آگهی اختصاری ماده ۳ قانون و ماده ۱۳ آیین نامه [279, 484, 445, 493]
page-number: ۴ [910, 6, 956, 56]
ad-body: خواهان: حسین ساکنی فرزند علی. خوانده: علی فرزند حسن. خواسته: مطالبه وجه. گردشکار: خواهان دادخواستی به طرفیت خوانده به خواسته فوق تقدیم که پس از ارجاع و ثبت به کلاسه فوق و انجام تشریفات قانونی وقت رسیدگی تعیین و در وقت مقرر جلسه دادگاه تشکیل است. [7, 488, 236, 509]
ad-block [4, 149, 238, 202]
ad-title: آگهی دعوت از مالکین اراضی [784, 1178, 906, 1189]
ad-block [487, 72, 721, 146]
ad-signature: قاضی شورای حل اختلاف شهرستان سراوان [7, 603, 139, 611]
ad-signature: علی فولادی - مدیر اجرا اداره اجرای اسناد رسمی گناباد [489, 633, 653, 641]
ad-body: آقای علی رسولی دارای شناسنامه شماره ۳۶۱۸ به شرح دادخواست به کلاسه فوق از این شورا درخواست گواهی حصر وراثت نموده و چنین توضیح داده که شادروان در تاریخ ۱۴۰۳/۰۳/۱۲ در اقامتگاه دائمی خود بدرود زندگی گفته ورثه حین الفوت آن مرحوم منحصر است به ورثه مذکور. اینک با انجام مقدمات قانونی درخواست مزبور را در یک نوبت آگهی مینماید. [7, 572, 236, 601]
ad-body: آقای محمود با ارائه دو برگ استشهادیه مدعی است که سند مالکیت ششدانگ یک قطعه زمین به پلاک فوق که در دفتر املاک ذیل ثبت و صادر گردیده بعلت جابجایی مفقود گردیده است لذا مراتب آگهی میشود. [489, 665, 718, 687]
ad-body: برابر رأی هیات موضوع قانون تعیین تکلیف وضعیت ثبتی اراضی و ساختمانهای فاقد سند رسمی مستقر در واحد ثبتی حوزه ثبت ملک تصرفات مالکانه بلامعارض متقاضی محرز گردیده است. لذا به منظور اطلاع عموم مراتب در دو نوبت آگهی میشود. [248, 673, 477, 695]
date-line-1: دوشنبه ۲۲ مرداد ۱۴۰۳ [739, 14, 902, 30]
ad-body: ششدانگ پلاک ثبتی ۱۲/۳۰۸۱۴ اصلی بخش ۲ خوی که در دفتر املاک برابر سوابق بنام سهمی ثبت و سند صادر و تسلیم گردیده است. نامبرده با تسلیم دو برگ استشهادیه مدعی است که سند مالکیت به علت جابجایی مفقود گردیده است. لذا مراتب آگهی میشود. [7, 165, 236, 186]
ad-title: آگهی مزایده اموال غیرمنقول پرونده اجرایی ۱۴۰۳۰۰۰۰۴۱۰۰۳۷ [269, 220, 456, 242]
ad-block [487, 558, 721, 647]
ad-signature: قاضی شورای حل اختلاف نقل نقی [7, 511, 111, 519]
ad-block [487, 650, 721, 703]
ad-title: آگهی موضوع ماده ۳ قانون و ماده ۱۳ آیین نامه قانون تعیین تکلیف وضعیت ثبتی اراضی و ساختمانهای فاقد سند رسمی [7, 390, 235, 408]
ad-body: برابر رأی هیأت اول موضوع قانون تعیین تکلیف وضعیت ثبتی اراضی و ساختمانهای فاقد سند رسمی مستقر در واحد ثبتی شهرستان گناباد تصرفات مالکانه بلامعارض متقاضی محرز گردیده است. لذا به منظور اطلاع عموم مراتب در دو نوبت به فاصله ۱۵ روز آگهی میشود در صورتی که اشخاص نسبت به صدور سند مالکیت متقاضی اعتراضی داشته باشند میتوانند از تاریخ انتشار اولین آگهی به مدت دو ماه اعتراض خود را ارائه نمایند. [489, 732, 718, 768]
ad-dates: تاریخ انتشار نوبت اول: ۱۴۰۳/۰۵/۰۸ - تاریخ انتشار نوبت دوم: ۱۴۰۳/۰۵/۲۲ [730, 1403, 901, 1410]
ad-body: آقای علی رسولی دارای شناسنامه شماره ۳۶۱۸ به شرح دادخواست به کلاسه فوق از این شورا درخواست گواهی حصر وراثت نموده و چنین توضیح داده که شادروان در تاریخ ۱۴۰۳/۰۳/۱۲ در اقامتگاه دائمی خود بدرود زندگی گفته ورثه حین الفوت آن مرحوم منحصر است به ورثه مذکور. اینک با انجام مقدمات قانونی درخواست مزبور را در یک نوبت آگهی مینماید. [7, 543, 236, 572]
ad-block [4, 619, 238, 679]
mini-logo: روزنامه رسالت [68, 8, 122, 50]
ad-title: هیات موضوع قانون تعیین تکلیف وضعیت ثبتی اراضی و ساختمانهای فاقد سند رسمی [509, 200, 699, 218]
ad-body: آگهی موضوع ماده ۳ قانون و ماده ۱۳ آیین نامه قانون تعیین تکلیف وضعیت ثبتی اراضی و ساختمانهای فاقد سند رسمی. برابر رأی شماره ۱۴۰۳۶۰۳۱۹۰۰۶۰۰۲۴۶۸ هیات موضوع قانون مستقر در واحد ثبتی شهرستان گناباد تصرفات مالکانه و بلامعارض متقاضی آقای حسن محمدی فرزند علی در ششدانگ یک باب خانه به مساحت ۲۷۸ متر مربع پلاک فرعی از اصلی واقع در بخش ۱۱ محرز گردیده است. لذا به منظور اطلاع عموم مراتب در دو نوبت به فاصله ۱۵ روز آگهی میشود. [489, 220, 718, 263]
ad-list: ۱- رأی شماره ۱۴۰۳۶۰۳۱۹۰۰۲۰۰۳۲۷۱ مورخ ۱۴۰۳/۰۴/۱۲ ششدانگ یک باب خانه به مساحت ۲۲۶ متر مربع پلاک فرعی از ۲۷۱۹ اصلی واقع در زنجان. ۲- رأی شماره ۱۴۰۳۶۰۳۱۹۰۰۲۰۰۳۲۸۰ ششدانگ یک قطعه زمین به مساحت ۱۸۵ متر مربع. ۳- رأی شماره ۱۴۰۳۶۰۳۱۹۰۰۲۰۰۳۲۹۱ ششدانگ یک باب مغازه به مساحت ۴۲ متر مربع. ۴- رأی شماره ۱۴۰۳۶۰۳۱۹۰۰۲۰۰۳۳۰۴ ششدانگ یک باب ساختمان به مساحت ۳۱۰ متر مربع. ۵- رأی شماره ۱۴۰۳۶۰۳۱۹۰۰۲۰۰۳۳۱۶ ششدانگ یک باب خانه به مساحت ۱۴۸ متر مربع. ۶- رأی شماره ۱۴۰۳۶۰۳۱۹۰۰۲۰۰۳۳۲۸ ششدانگ یک قطعه زمین مزروعی به مساحت ۲۴۰۰ متر مربع. [730, 495, 960, 545]
ad-signature: خالد خانه نیکی - رئیس ثبت اسناد و املاک [7, 133, 129, 141]
ad-title: آگهی حصر وراثت [84, 622, 158, 633]
ad-block [245, 405, 479, 479]
ad-title: آگهی فقدان سند مالکیت [69, 152, 173, 163]
column-4 [4, 72, 238, 1434]
ad-signature: علی فولادی - مدیر اجرا اداره اجرای اسناد رسمی گناباد [489, 806, 653, 814]
ad-signature: علی فولادی - مدیر اجرا اداره اجرای اسناد رسمی گناباد [489, 542, 653, 550]
ad-signature: بی‌نیاز - رئیس اداره ثبت اسناد و املاک [248, 388, 362, 396]
issue-info [10, 10, 67, 38]
bullet-square-icon [894, 32, 902, 40]
ad-dates: تاریخ انتشار نوبت اول: ۱۴۰۳/۰۵/۰۸ - تاریخ انتشار نوبت دوم: ۱۴۰۳/۰۵/۲۲ [489, 441, 660, 448]
ad-body: آقای علی اکبر نامی با تسلیم دو برگ استشهادیه که به تائید دفترخانه رسیده مدعی است که سند مالکیت ششدانگ پلاک ثبتی واقع در بخش یک ثبت شده و سند آن صادر و تسلیم گردیده است و به علت جابجایی مفقود گردیده است لذا مراتب در اجرای تبصره یک اصلاحی ماده ۱۲۰ آیین نامه قانون ثبت در یک نوبت آگهی میشود تا چنانچه کسی مدعی انجام معامله نسبت به ملک مذکور یا وجود سند مالکیت نزد خود میباشد ظرف مدت ده روز از تاریخ انتشار این آگهی به این اداره مراجعه و اعتراض خود را کتباً تسلیم نماید. [489, 88, 718, 131]
ad-signature: رئیس اداره ثبت اسناد و املاک شهرستان نهاوند [730, 1317, 871, 1325]
ad-title: آگهی مزایده اتومبیل [319, 407, 406, 418]
ad-title: آگهی فقدان سند مالکیت [551, 652, 656, 663]
ad-body: ۱- مهدی خیری فرزند جعفر کدملی ۰۰۰۰۰۰۰۰۰ متولد ۱۳۲۷/۰۲/۱۲ پسر متوفی. ۲- زهرا خیری فرزند جعفر دختر متوفی. ۳- فاطمه خیری فرزند جعفر دختر متوفی. ۴- مریم سلیمانی همسر متوفی. اینک پس از انجام تشریفات قانونی در یک نوبت آگهی میشود تا هر کسی اعتراضی دارد یا وصیت نامه از متوفی نزد او باشد ظرف یک ماه از تاریخ نشر آگهی تقدیم دارد. [7, 635, 236, 663]
ad-block [245, 536, 479, 636]
ad-list: ۱- رأی شماره ۱۴۰۳۶۰۳۱۹۰۰۲۰۰۳۲۷۱ مورخ ۱۴۰۳/۰۴/۱۲ ششدانگ یک باب خانه به مساحت ۲۲۶ متر مربع پلاک فرعی از ۲۷۱۹ اصلی واقع در زنجان. ۲- رأی شماره ۱۴۰۳۶۰۳۱۹۰۰۲۰۰۳۲۸۰ ششدانگ یک قطعه زمین به مساحت ۱۸۵ متر مربع. ۳- رأی شماره ۱۴۰۳۶۰۳۱۹۰۰۲۰۰۳۲۹۱ ششدانگ یک باب مغازه به مساحت ۴۲ متر مربع. ۴- رأی شماره ۱۴۰۳۶۰۳۱۹۰۰۲۰۰۳۳۰۴ ششدانگ یک باب ساختمان به مساحت ۳۱۰ متر مربع. ۵- رأی شماره ۱۴۰۳۶۰۳۱۹۰۰۲۰۰۳۳۱۶ ششدانگ یک باب خانه به مساحت ۱۴۸ متر مربع. ۶- رأی شماره ۱۴۰۳۶۰۳۱۹۰۰۲۰۰۳۳۲۸ ششدانگ یک قطعه زمین مزروعی به مساحت ۲۴۰۰ متر مربع. [730, 696, 960, 747]
ad-body: ۱- مهدی خیری فرزند جعفر کدملی ۰۰۰۰۰۰۰۰۰ متولد ۱۳۲۷/۰۲/۱۲ پسر متوفی. ۲- زهرا خیری فرزند جعفر دختر متوفی. ۳- فاطمه خیری فرزند جعفر دختر متوفی. ۴- مریم سلیمانی همسر متوفی. اینک پس از انجام تشریفات قانونی در یک نوبت آگهی میشود تا هر کسی اعتراضی دارد یا وصیت نامه از متوفی نزد او باشد ظرف یک ماه از تاریخ نشر آگهی تقدیم دارد. [7, 312, 236, 340]
ad-body: به موجب پرونده اجرایی کلاسه فوق ششدانگ یک باب خانه به مساحت ۲۵۰ متر مربع پلاک فرعی از اصلی واقع در بخش ۱۱ حوزه ثبتی گناباد که سند مالکیت آن در دفتر املاک ثبت و صادر گردیده است از طریق سامانه مزایده الکترونیک به فروش میرسد. مزایده از مبلغ ارزیابی شده شروع و به هر کس خریدار باشد به بالاترین قیمت نقداً فروخته خواهد شد. [248, 244, 477, 273]
